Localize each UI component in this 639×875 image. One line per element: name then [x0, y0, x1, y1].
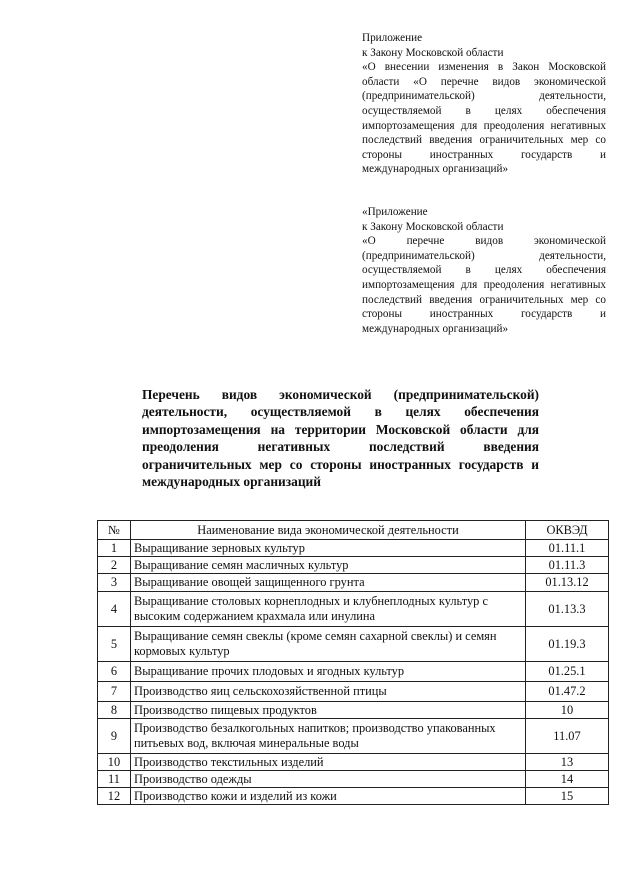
row-number: 9	[98, 719, 131, 754]
row-number: 12	[98, 788, 131, 805]
row-number: 10	[98, 754, 131, 771]
okved-code: 14	[526, 771, 609, 788]
appendix-header-original	[362, 205, 606, 336]
okved-code: 01.13.12	[526, 574, 609, 592]
activity-name: Производство одежды	[131, 771, 526, 788]
activity-name: Производство текстильных изделий	[131, 754, 526, 771]
okved-code: 15	[526, 788, 609, 805]
table-row	[98, 788, 609, 805]
activity-name: Выращивание семян свеклы (кроме семян сахарной свеклы) и семян кормовых культур	[131, 627, 526, 662]
row-number: 5	[98, 627, 131, 662]
table-row	[98, 719, 609, 754]
table-body	[98, 540, 609, 805]
okved-code: 11.07	[526, 719, 609, 754]
appendix-law-title: «О перечне видов экономической (предпринимательской) деятельности, осуществляемой в целях обеспечения импортозамещения для преодоления негативных последствий введения ограничительных мер со стороны иностранных государств и международных организаций»	[362, 235, 606, 335]
okved-code: 01.25.1	[526, 662, 609, 682]
row-number: 11	[98, 771, 131, 788]
table-row	[98, 662, 609, 682]
activity-table	[97, 520, 609, 805]
okved-code: 01.11.1	[526, 540, 609, 557]
row-number: 4	[98, 592, 131, 627]
activity-name: Выращивание семян масличных культур	[131, 557, 526, 574]
table-row	[98, 592, 609, 627]
okved-code: 10	[526, 702, 609, 719]
appendix-label: Приложение	[362, 32, 423, 44]
activity-name: Производство безалкогольных напитков; производство упакованных питьевых вод, включая минеральные воды	[131, 719, 526, 754]
table-row	[98, 574, 609, 592]
table-row	[98, 682, 609, 702]
okved-code: 13	[526, 754, 609, 771]
table-header-row	[98, 521, 609, 540]
activity-name: Производство пищевых продуктов	[131, 702, 526, 719]
header-okved: ОКВЭД	[526, 521, 609, 540]
appendix-law-ref: к Закону Московской области	[362, 220, 504, 233]
activity-name: Выращивание столовых корнеплодных и клубнеплодных культур с высоким содержанием крахмала или инулина	[131, 592, 526, 627]
header-number: №	[98, 521, 131, 540]
row-number: 2	[98, 557, 131, 574]
activity-name: Производство кожи и изделий из кожи	[131, 788, 526, 805]
document-title: Перечень видов экономической (предпринимательской) деятельности, осуществляемой в целях обеспечения импортозамещения на территории Московской области для преодоления негативных последствий введения ограничительных мер со стороны иностранных государств и международных организаций	[142, 387, 539, 490]
okved-code: 01.19.3	[526, 627, 609, 662]
okved-code: 01.11.3	[526, 557, 609, 574]
table-row	[98, 627, 609, 662]
table-row	[98, 540, 609, 557]
table-row	[98, 771, 609, 788]
row-number: 3	[98, 574, 131, 592]
appendix-law-ref: к Закону Московской области	[362, 46, 504, 59]
row-number: 7	[98, 682, 131, 702]
appendix-header-amendment	[362, 31, 606, 177]
table-row	[98, 702, 609, 719]
appendix-law-title: «О внесении изменения в Закон Московской области «О перечне видов экономической (предпринимательской) деятельности, осуществляемой в целях обеспечения импортозамещения для преодоления негативных последствий введения ограничительных мер со стороны иностранных государств и международных организаций»	[362, 61, 606, 176]
row-number: 8	[98, 702, 131, 719]
activity-name: Выращивание овощей защищенного грунта	[131, 574, 526, 592]
row-number: 1	[98, 540, 131, 557]
activity-name: Выращивание прочих плодовых и ягодных культур	[131, 662, 526, 682]
table-row	[98, 557, 609, 574]
table-row	[98, 754, 609, 771]
row-number: 6	[98, 662, 131, 682]
okved-code: 01.47.2	[526, 682, 609, 702]
activity-name: Выращивание зерновых культур	[131, 540, 526, 557]
okved-code: 01.13.3	[526, 592, 609, 627]
activity-name: Производство яиц сельскохозяйственной птицы	[131, 682, 526, 702]
appendix-label: «Приложение	[362, 206, 428, 218]
header-activity-name: Наименование вида экономической деятельности	[131, 521, 526, 540]
